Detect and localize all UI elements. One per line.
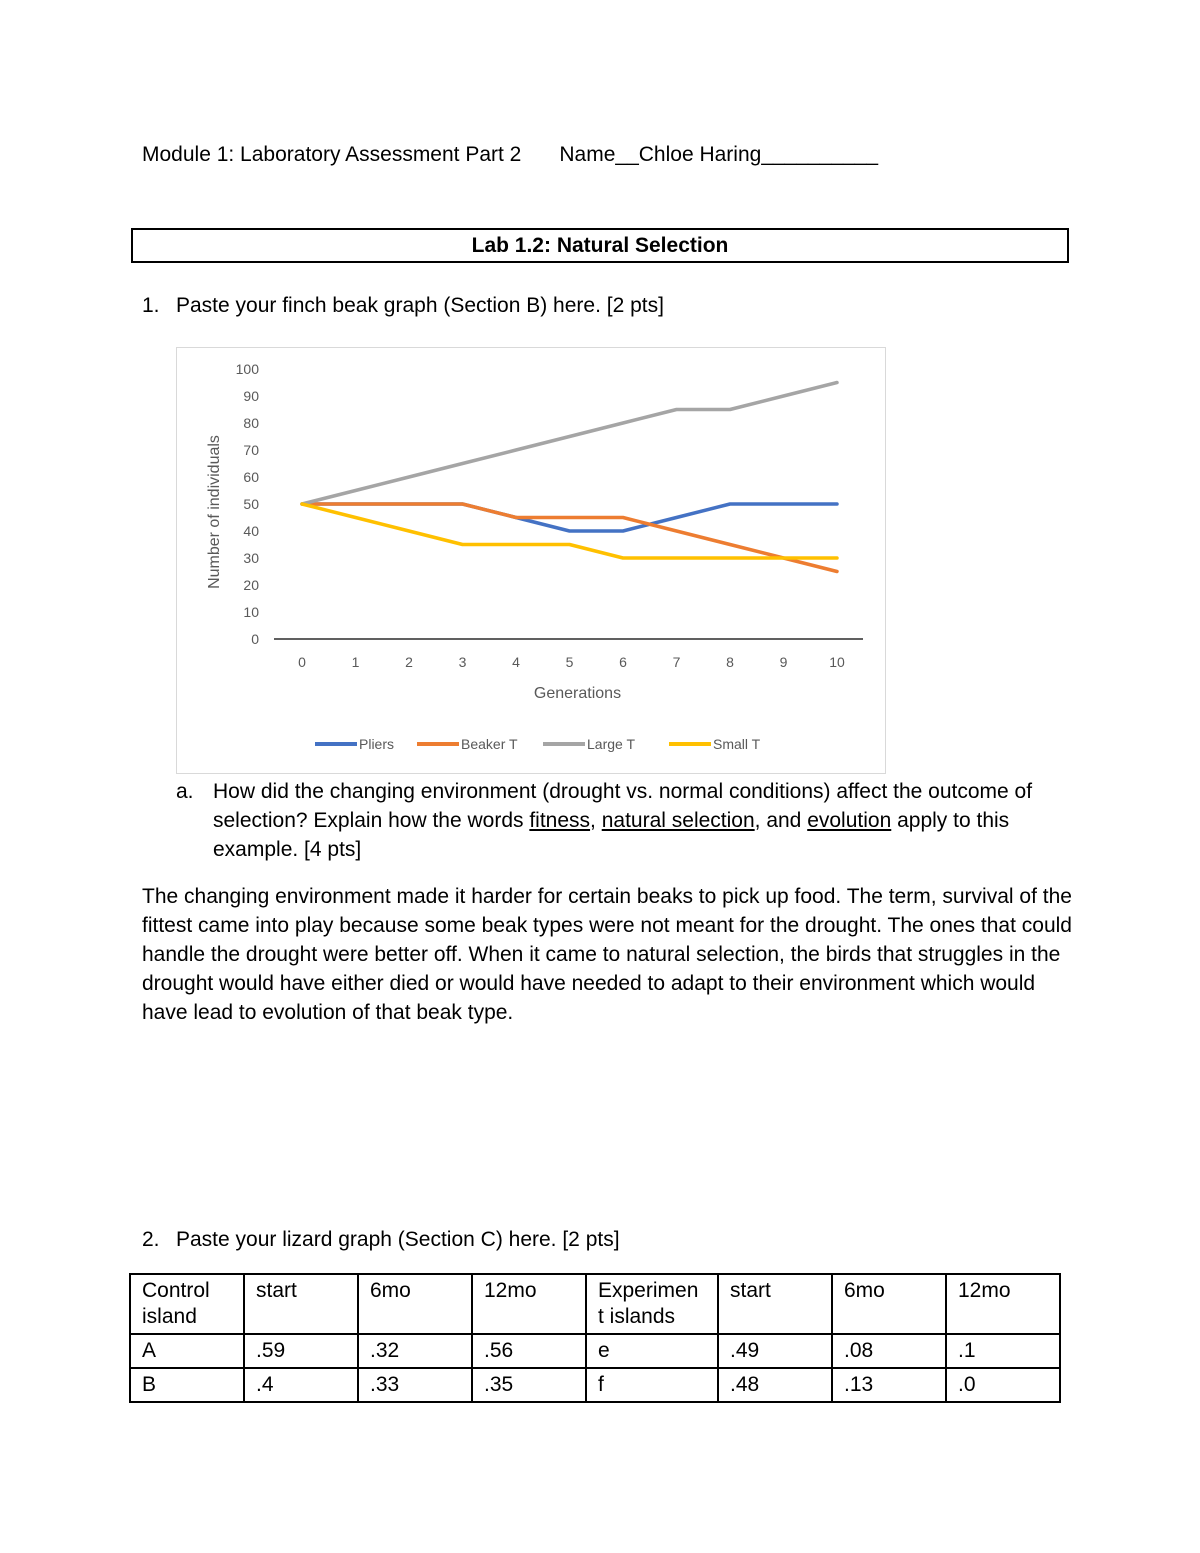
table-cell: B — [130, 1368, 244, 1402]
table-cell: .08 — [832, 1334, 946, 1368]
series-line-large-t — [302, 383, 837, 505]
table-cell: .35 — [472, 1368, 586, 1402]
table-cell: e — [586, 1334, 718, 1368]
y-tick-label: 10 — [243, 604, 259, 620]
y-tick-label: 40 — [243, 523, 259, 539]
y-tick-label: 90 — [243, 388, 259, 404]
question-1-text: Paste your finch beak graph (Section B) here. [2 pts] — [176, 294, 664, 317]
question-1a-sep-1: , — [590, 809, 602, 832]
legend-label: Pliers — [359, 736, 395, 752]
x-tick-label: 10 — [829, 654, 845, 670]
table-header-cell: 6mo — [832, 1274, 946, 1334]
table-header-cell: Control island — [130, 1274, 244, 1334]
table-cell: .59 — [244, 1334, 358, 1368]
question-1a — [176, 777, 1056, 864]
table-cell: f — [586, 1368, 718, 1402]
y-tick-label: 0 — [251, 631, 259, 647]
table-header-cell: 12mo — [472, 1274, 586, 1334]
table-cell: .49 — [718, 1334, 832, 1368]
x-tick-label: 1 — [351, 654, 360, 670]
question-1a-text-1: How did the changing environment (drought vs. normal conditions) affect the outcome of selection? Explain how the words — [213, 780, 1033, 832]
answer-text: The changing environment made it harder for certain beaks to pick up food. The term, survival of the fittest came into play because some beak types were not meant for the drought. The ones that could handle the drought were better off. When it came to natural selection, the birds that struggles in the drought would have either died or would have needed to adapt to their environment which would have lead to evolution of that beak type. — [142, 885, 1072, 1024]
question-2-text: Paste your lizard graph (Section C) here. [2 pts] — [176, 1228, 620, 1251]
chart-svg — [177, 348, 885, 773]
table-cell: A — [130, 1334, 244, 1368]
x-tick-label: 3 — [458, 654, 467, 670]
legend-label: Beaker T — [461, 736, 518, 752]
finch-beak-chart — [176, 347, 886, 774]
y-tick-label: 50 — [243, 496, 259, 512]
table-header-row — [130, 1274, 1060, 1334]
y-tick-label: 70 — [243, 442, 259, 458]
y-axis-label: Number of individuals — [206, 435, 223, 589]
table-header-cell: 6mo — [358, 1274, 472, 1334]
question-2 — [142, 1228, 620, 1252]
module-title: Module 1: Laboratory Assessment Part 2 — [142, 143, 522, 166]
x-tick-label: 8 — [726, 654, 734, 670]
table-header-cell: Experimen t islands — [586, 1274, 718, 1334]
series-line-beaker-t — [302, 504, 837, 572]
x-tick-label: 4 — [512, 654, 520, 670]
table-cell: .4 — [244, 1368, 358, 1402]
y-tick-label: 100 — [235, 361, 259, 377]
x-axis-label: Generations — [533, 685, 622, 702]
y-tick-label: 60 — [243, 469, 259, 485]
page-header — [142, 143, 878, 167]
table-header-cell: start — [718, 1274, 832, 1334]
x-tick-label: 5 — [565, 654, 574, 670]
table-cell: .56 — [472, 1334, 586, 1368]
term-natural-selection: natural selection — [601, 809, 755, 832]
table-cell: .1 — [946, 1334, 1060, 1368]
question-2-number: 2. — [142, 1228, 160, 1251]
x-tick-label: 2 — [405, 654, 413, 670]
y-tick-label: 80 — [243, 415, 259, 431]
table-row — [130, 1334, 1060, 1368]
x-tick-label: 0 — [298, 654, 306, 670]
table-cell: .48 — [718, 1368, 832, 1402]
y-tick-label: 20 — [243, 577, 259, 593]
question-1-number: 1. — [142, 294, 160, 317]
term-fitness: fitness — [529, 809, 591, 832]
student-name: Name__Chloe Haring__________ — [559, 143, 879, 166]
table-cell: .13 — [832, 1368, 946, 1402]
lab-title: Lab 1.2: Natural Selection — [131, 228, 1069, 263]
legend-label: Large T — [587, 736, 635, 752]
table-row — [130, 1368, 1060, 1402]
legend-label: Small T — [713, 736, 761, 752]
table-header-cell: 12mo — [946, 1274, 1060, 1334]
table-cell: .32 — [358, 1334, 472, 1368]
x-tick-label: 9 — [779, 654, 788, 670]
term-evolution: evolution — [807, 809, 892, 832]
x-tick-label: 7 — [672, 654, 681, 670]
table-cell: .33 — [358, 1368, 472, 1402]
table-cell: .0 — [946, 1368, 1060, 1402]
x-tick-label: 6 — [619, 654, 627, 670]
question-1a-sep-2: , and — [754, 809, 808, 832]
y-tick-label: 30 — [243, 550, 259, 566]
question-1a-letter: a. — [176, 780, 194, 803]
lizard-table — [129, 1273, 1061, 1403]
question-1 — [142, 294, 664, 318]
question-1a-text-2: apply to this example. [4 pts] — [213, 809, 1010, 861]
table-header-cell: start — [244, 1274, 358, 1334]
